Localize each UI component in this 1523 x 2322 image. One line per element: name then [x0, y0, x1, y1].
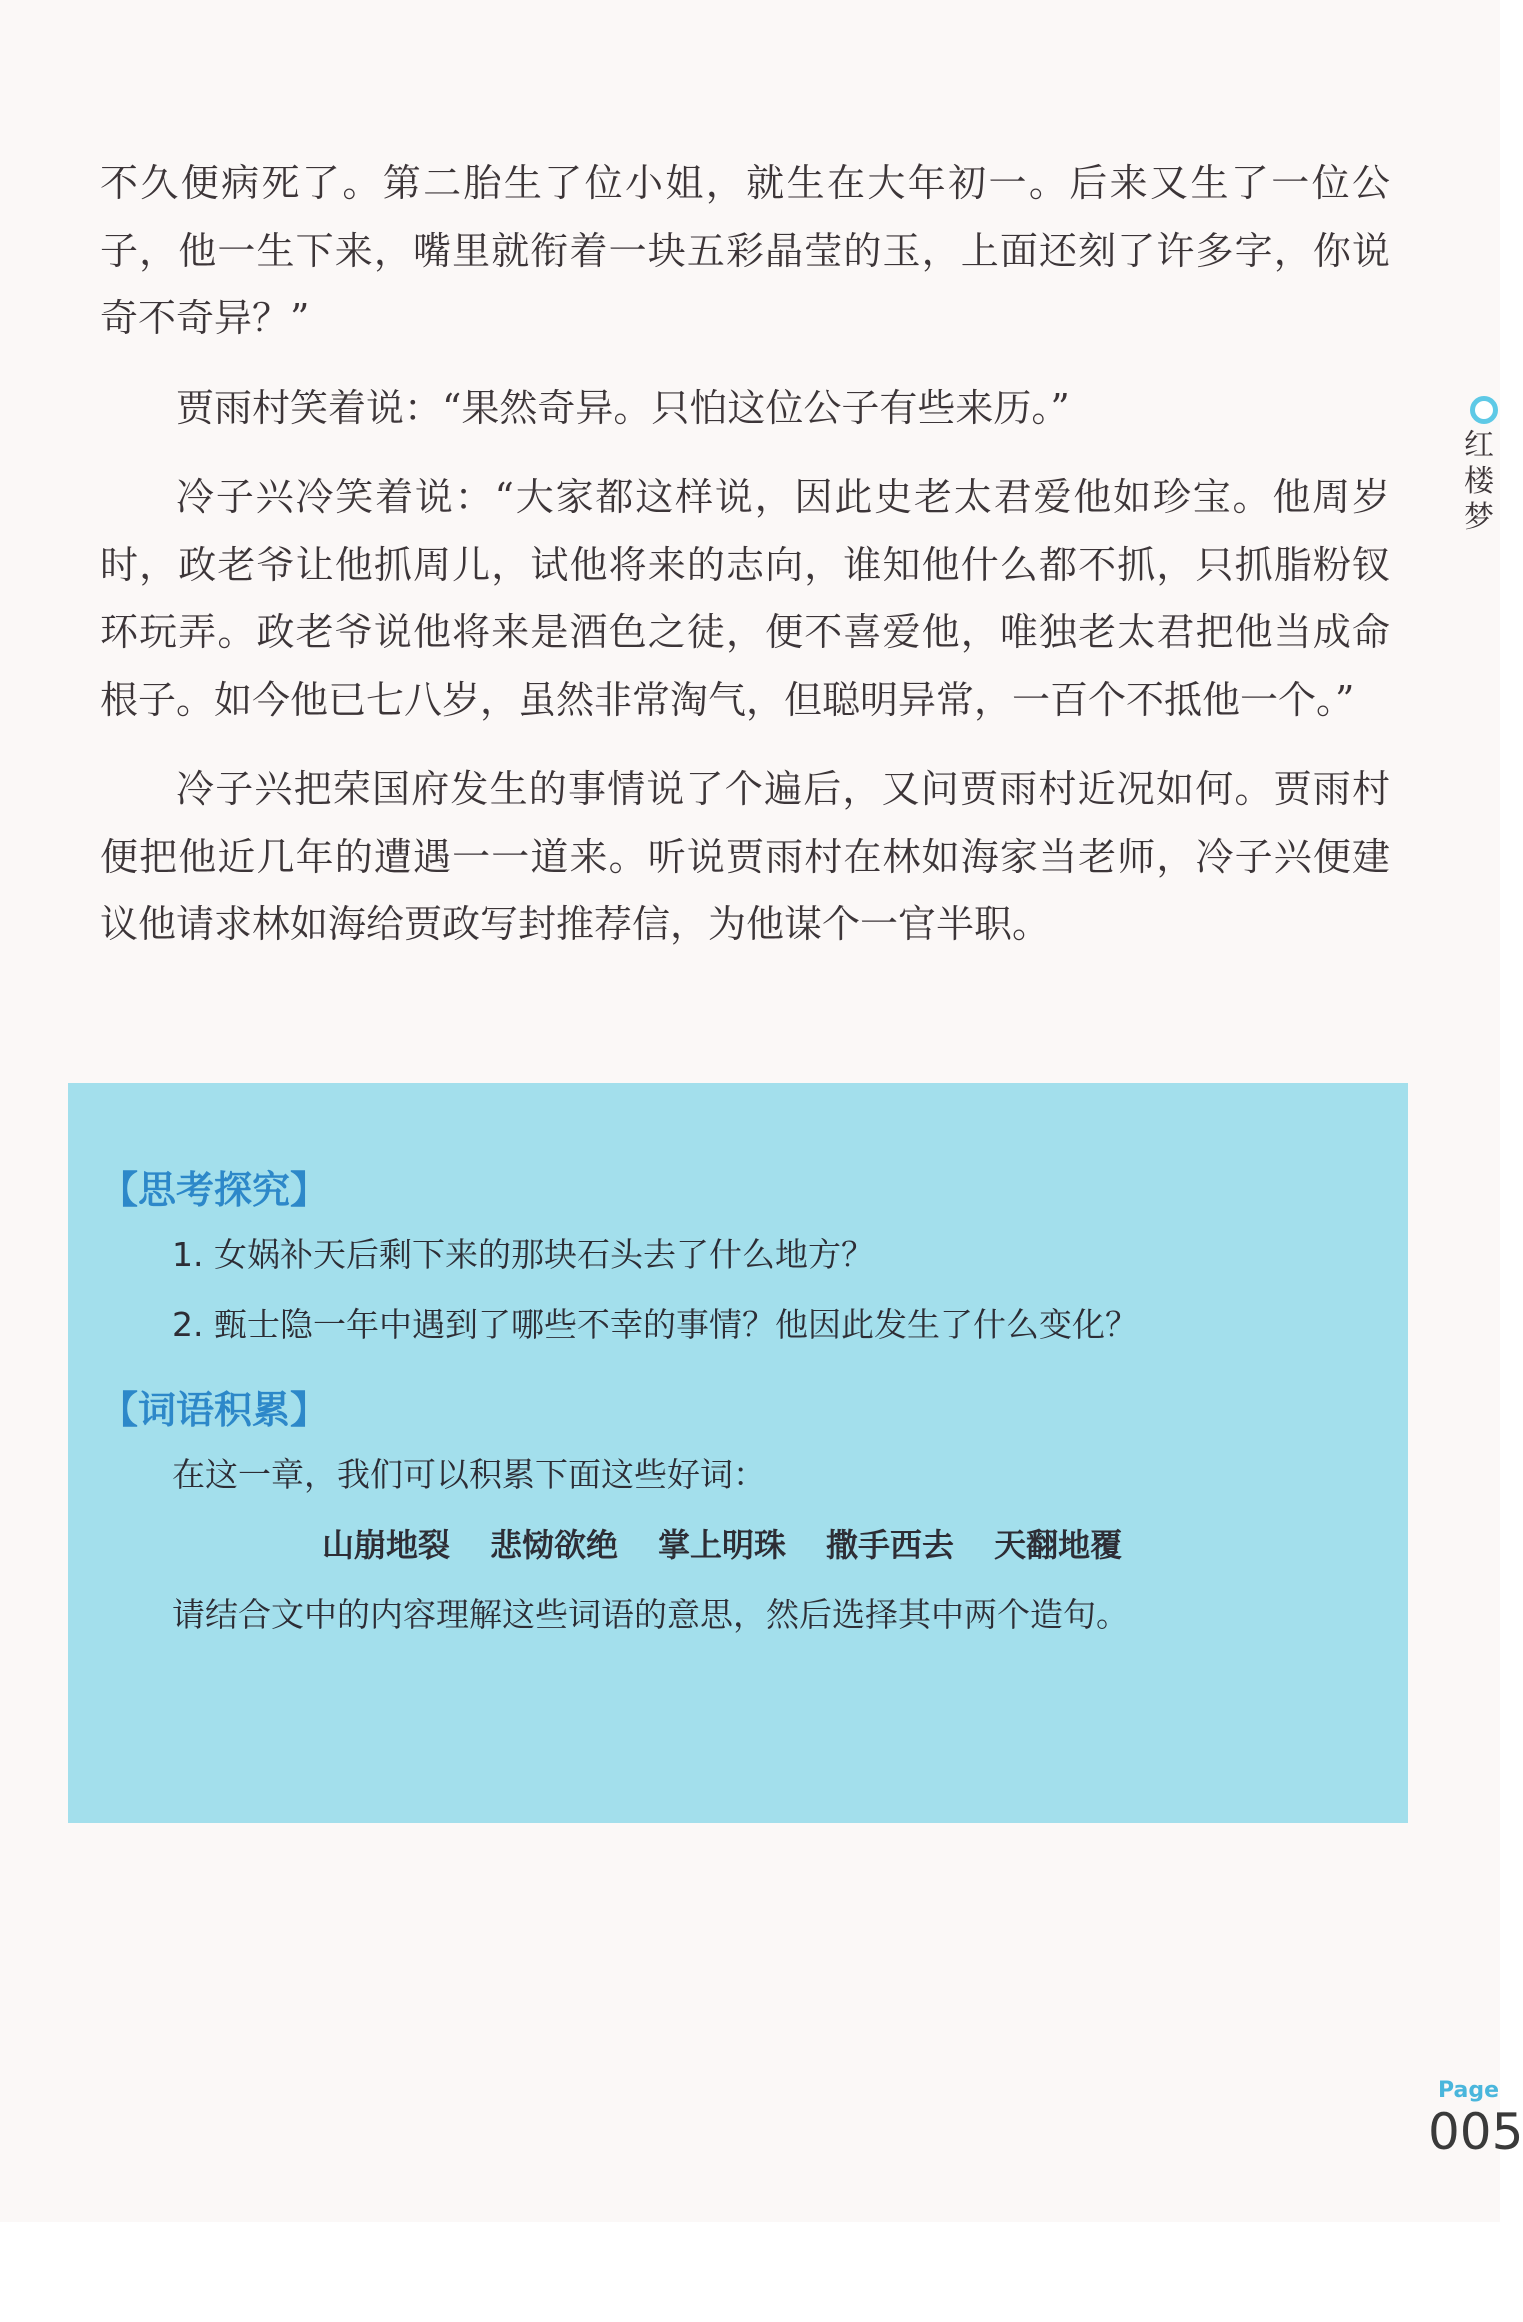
- paragraph-2: 贾雨村笑着说：“果然奇异。只怕这位公子有些来历。”: [176, 385, 1070, 430]
- vocab-word: 山崩地裂: [322, 1526, 451, 1564]
- vocab-word: 天翻地覆: [994, 1526, 1123, 1564]
- question-1: 1. 女娲补天后剩下来的那块石头去了什么地方？: [172, 1235, 874, 1274]
- paragraph-4: 冷子兴把荣国府发生的事情说了个遍后，又问贾雨村近况如何。贾雨村便把他近几年的遭遇一一道来。听说贾雨村在林如海家当老师，冷子兴便建议他请求林如海给贾政写封推荐信，为他谋个一官半职。: [100, 767, 1390, 946]
- page-number: 005: [1428, 2103, 1523, 2161]
- vocab-word: 撒手西去: [826, 1526, 955, 1564]
- vocab-section-title: 【词语积累】: [100, 1388, 329, 1432]
- paragraph-1: 不久便病死了。第二胎生了位小姐，就生在大年初一。后来又生了一位公子，他一生下来，嘴里就衔着一块五彩晶莹的玉，上面还刻了许多字，你说奇不奇异？”: [100, 161, 1390, 340]
- think-section-title: 【思考探究】: [100, 1168, 329, 1212]
- story-text: [100, 150, 1390, 959]
- paragraph-3: 冷子兴冷笑着说：“大家都这样说，因此史老太君爱他如珍宝。他周岁时，政老爷让他抓周儿，试他将来的志向，谁知他什么都不抓，只抓脂粉钗环玩弄。政老爷说他将来是酒色之徒，便不喜爱他，唯独老太君把他当成命根子。如今他已七八岁，虽然非常淘气，但聪明异常，一百个不抵他一个。”: [100, 475, 1390, 722]
- vocab-intro: 在这一章，我们可以积累下面这些好词：: [172, 1455, 766, 1494]
- bottom-margin: [0, 2222, 1500, 2322]
- vocab-instruction: 请结合文中的内容理解这些词语的意思，然后选择其中两个造句。: [172, 1595, 1129, 1634]
- page-label: Page: [1438, 2078, 1500, 2103]
- question-2: 2. 甄士隐一年中遇到了哪些不幸的事情？他因此发生了什么变化？: [172, 1305, 1138, 1344]
- vocab-word: 掌上明珠: [658, 1526, 787, 1564]
- vocab-word-list: [100, 1510, 1370, 1580]
- study-box-content: [100, 1160, 1370, 1650]
- circle-dot-icon: [1470, 396, 1498, 424]
- book-title: 红楼梦: [1464, 428, 1494, 535]
- vocab-word: 悲恸欲绝: [490, 1526, 619, 1564]
